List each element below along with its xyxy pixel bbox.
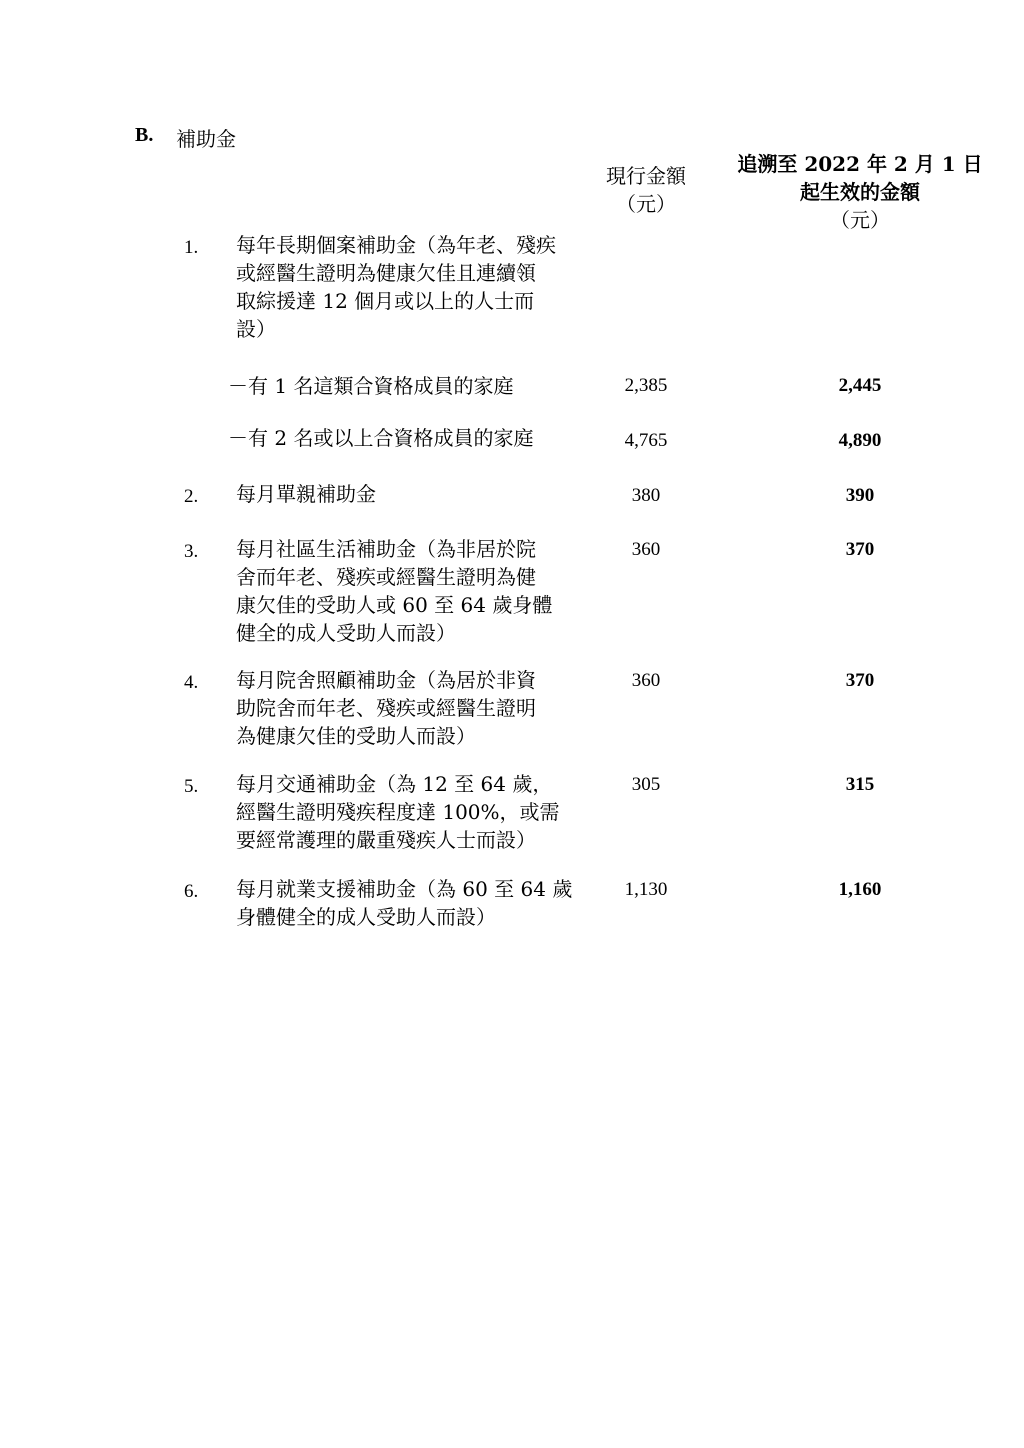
section-title: 補助金 <box>176 127 236 151</box>
new-amount: 370 <box>845 539 875 560</box>
item-description-line: 或經醫生證明為健康欠佳且連續領 <box>236 261 536 285</box>
current-amount: 4,765 <box>624 430 668 451</box>
item-description-line: 為健康欠佳的受助人而設） <box>236 724 476 748</box>
item-description-line: 每年長期個案補助金（為年老、殘疾 <box>236 233 556 257</box>
item-description-line: 助院舍而年老、殘疾或經醫生證明 <box>236 696 536 720</box>
item-number: 3. <box>184 541 199 562</box>
current-amount: 360 <box>631 539 661 560</box>
new-amount: 2,445 <box>838 375 882 396</box>
item-number: 4. <box>184 672 199 693</box>
current-amount: 360 <box>631 670 661 691</box>
item-description-line: 健全的成人受助人而設） <box>236 621 456 645</box>
current-amount: 2,385 <box>624 375 668 396</box>
new-amount: 390 <box>845 485 875 506</box>
item-description-line: 每月社區生活補助金（為非居於院 <box>236 537 536 561</box>
header-current-line2: （元） <box>616 192 676 216</box>
item-description-line: 取綜援達 12 個月或以上的人士而 <box>236 289 535 313</box>
item-number: 2. <box>184 486 199 507</box>
item-description <box>236 770 558 854</box>
header-new-line3: （元） <box>830 208 890 232</box>
item-description-line: 每月就業支援補助金（為 60 至 64 歲 <box>236 877 573 901</box>
item-description-line: 每月交通補助金（為 12 至 64 歲， <box>236 772 553 796</box>
new-amount: 4,890 <box>838 430 882 451</box>
section-letter: B. <box>135 124 154 146</box>
item-description-line: 每月單親補助金 <box>236 482 376 506</box>
new-amount: 1,160 <box>838 879 882 900</box>
header-current-line1: 現行金額 <box>606 164 686 188</box>
item-description-line: 要經常護理的嚴重殘疾人士而設） <box>236 828 536 852</box>
sub-item-description: －有 1 名這類合資格成員的家庭 <box>228 374 514 398</box>
item-description <box>236 875 573 931</box>
item-number: 5. <box>184 776 199 797</box>
new-amount: 370 <box>845 670 875 691</box>
header-new-line1: 追溯至 2022 年 2 月 1 日 <box>737 152 983 176</box>
header-new-line2: 起生效的金額 <box>800 180 920 204</box>
item-number: 1. <box>184 237 199 258</box>
current-amount: 380 <box>631 485 661 506</box>
header-new-amount <box>735 150 985 234</box>
item-description-line: 每月院舍照顧補助金（為居於非資 <box>236 668 536 692</box>
item-description <box>236 666 558 750</box>
item-description <box>236 480 558 508</box>
item-description <box>236 231 558 343</box>
item-description-line: 設） <box>236 317 276 341</box>
sub-item-description: －有 2 名或以上合資格成員的家庭 <box>228 426 534 450</box>
item-description-line: 康欠佳的受助人或 60 至 64 歲身體 <box>236 593 553 617</box>
item-description <box>236 535 558 647</box>
item-number: 6. <box>184 881 199 902</box>
item-description-line: 舍而年老、殘疾或經醫生證明為健 <box>236 565 536 589</box>
header-current-amount <box>590 162 702 218</box>
new-amount: 315 <box>845 774 875 795</box>
current-amount: 1,130 <box>624 879 668 900</box>
item-description-line: 身體健全的成人受助人而設） <box>236 905 496 929</box>
item-description-line: 經醫生證明殘疾程度達 100%，或需 <box>236 800 560 824</box>
current-amount: 305 <box>631 774 661 795</box>
